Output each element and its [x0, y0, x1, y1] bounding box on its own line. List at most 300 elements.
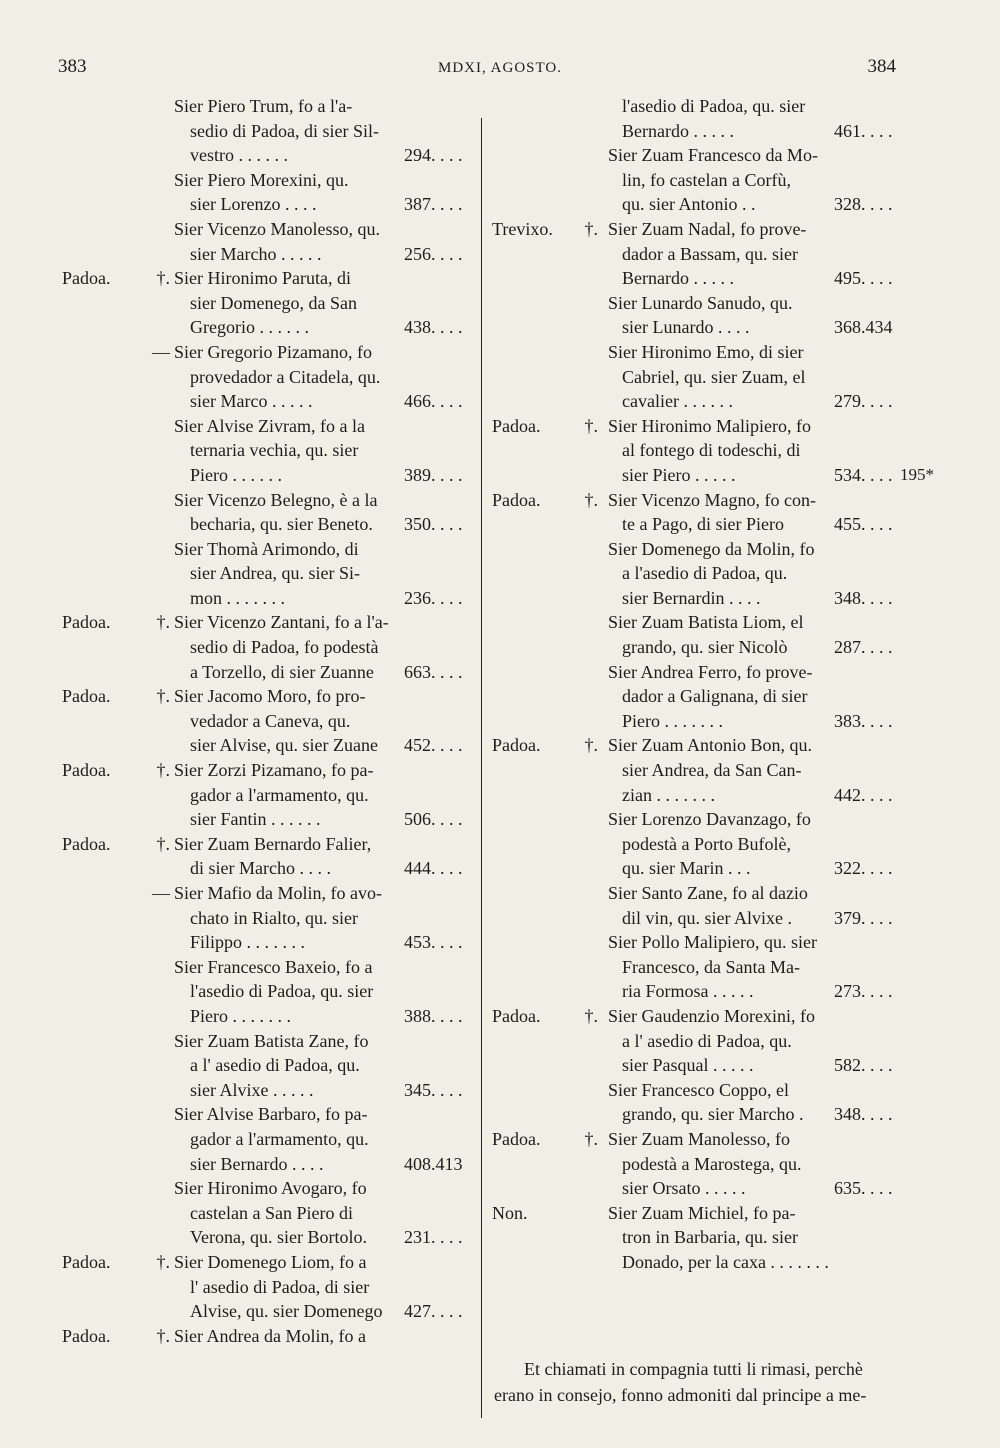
place-label: Padoa. — [492, 489, 541, 510]
entry-text: Alvise, qu. sier Domenego — [190, 1301, 383, 1322]
entry-line — [0, 1127, 481, 1152]
entry-line — [0, 832, 481, 857]
ledger-entry — [0, 340, 481, 414]
entry-line — [0, 512, 481, 537]
entry-line — [0, 1299, 481, 1324]
vote-count: 368.434 — [834, 317, 893, 338]
entry-text: qu. sier Antonio . . — [622, 194, 756, 215]
entry-text: sier Marcho . . . . . — [190, 243, 322, 264]
vote-count: 388. . . . — [404, 1005, 463, 1026]
ledger-entry — [486, 1078, 1000, 1127]
vote-count: 345. . . . — [404, 1079, 463, 1100]
entry-text: sier Alvixe . . . . . — [190, 1079, 314, 1100]
vote-count: 287. . . . — [834, 637, 893, 658]
entry-line — [0, 1004, 481, 1029]
entry-line — [486, 119, 1000, 144]
entry-line — [0, 463, 481, 488]
entry-text: Sier Piero Trum, fo a l'a- — [174, 96, 353, 116]
entry-text: Sier Pollo Malipiero, qu. sier — [608, 932, 817, 953]
entry-mark: †. — [584, 1005, 598, 1026]
entry-text: Sier Gaudenzio Morexini, fo — [608, 1005, 815, 1026]
entry-line — [486, 1078, 1000, 1103]
entry-mark: †. — [156, 760, 170, 781]
entry-text: podestà a Porto Bufolè, — [622, 833, 791, 854]
vote-count: 273. . . . — [834, 981, 893, 1002]
vote-count: 387. . . . — [404, 194, 463, 215]
right-column — [486, 94, 1000, 1275]
entry-text: Sier Zuam Antonio Bon, qu. — [608, 735, 812, 756]
place-label: Padoa. — [492, 415, 541, 436]
ledger-entry — [0, 881, 481, 955]
margin-note: 195* — [900, 464, 934, 484]
entry-text: Sier Thomà Arimondo, di — [174, 538, 359, 559]
entry-mark: †. — [156, 268, 170, 289]
entry-mark: — — [152, 341, 170, 362]
entry-line — [486, 1029, 1000, 1054]
vote-count: 256. . . . — [404, 243, 463, 264]
entry-text: grando, qu. sier Marcho . — [622, 1104, 804, 1125]
vote-count: 452. . . . — [404, 735, 463, 756]
entry-line — [486, 660, 1000, 685]
ledger-entry — [486, 1127, 1000, 1201]
entry-text: sedio di Padoa, fo podestà — [190, 637, 379, 658]
entry-line — [0, 1102, 481, 1127]
entry-text: Sier Jacomo Moro, fo pro- — [174, 686, 366, 707]
place-label: Padoa. — [62, 268, 111, 289]
entry-text: Sier Vicenzo Manolesso, qu. — [174, 218, 381, 239]
entry-line — [486, 463, 1000, 488]
entry-text: gador a l'armamento, qu. — [190, 784, 369, 805]
entry-line — [0, 635, 481, 660]
entry-text: cavalier . . . . . . — [622, 391, 733, 412]
entry-mark: †. — [156, 1251, 170, 1272]
entry-text: sier Lorenzo . . . . — [190, 194, 317, 215]
vote-count: 534. . . . — [834, 464, 893, 485]
entry-text: a l' asedio di Padoa, qu. — [190, 1055, 360, 1076]
vote-count: 389. . . . — [404, 464, 463, 485]
entry-line — [486, 389, 1000, 414]
ledger-entry — [486, 610, 1000, 659]
vote-count: 466. . . . — [404, 391, 463, 412]
ledger-entry — [0, 1324, 481, 1349]
entry-text: Sier Hironimo Malipiero, fo — [608, 415, 811, 436]
entry-text: Verona, qu. sier Bortolo. — [190, 1227, 367, 1248]
place-label: Padoa. — [62, 1325, 111, 1346]
entry-line — [486, 586, 1000, 611]
entry-line — [0, 955, 481, 980]
ledger-entry — [0, 684, 481, 758]
entry-text: sier Andrea, da San Can- — [622, 760, 802, 781]
ledger-entry — [486, 660, 1000, 734]
entry-line — [0, 488, 481, 513]
entry-mark: †. — [584, 218, 598, 239]
ledger-entry — [486, 143, 1000, 217]
entry-text: dador a Galignana, di sier — [622, 686, 808, 707]
vote-count: 455. . . . — [834, 514, 893, 535]
entry-text: Sier Domenego Liom, fo a — [174, 1251, 367, 1272]
entry-line — [0, 586, 481, 611]
vote-count: 328. . . . — [834, 194, 893, 215]
entry-line — [0, 438, 481, 463]
entry-line — [0, 758, 481, 783]
vote-count: 506. . . . — [404, 809, 463, 830]
entry-line — [486, 192, 1000, 217]
entry-text: sier Domenego, da San — [190, 292, 357, 313]
entry-line — [486, 94, 1000, 119]
place-label: Non. — [492, 1202, 528, 1223]
vote-count: 444. . . . — [404, 858, 463, 879]
entry-line — [0, 119, 481, 144]
column-divider — [481, 118, 482, 1418]
entry-text: sedio di Padoa, di sier Sil- — [190, 120, 379, 141]
entry-text: a l' asedio di Padoa, qu. — [622, 1030, 792, 1051]
ledger-entry — [0, 1250, 481, 1324]
entry-text: l'asedio di Padoa, qu. sier — [190, 981, 374, 1002]
entry-line — [486, 266, 1000, 291]
ledger-entry — [0, 610, 481, 684]
ledger-entry — [486, 291, 1000, 340]
entry-line — [486, 537, 1000, 562]
entry-text: Sier Zuam Batista Zane, fo — [174, 1030, 369, 1051]
entry-text: Sier Zuam Bernardo Falier, — [174, 833, 372, 854]
vote-count: 453. . . . — [404, 932, 463, 953]
entry-text: Sier Santo Zane, fo al dazio — [608, 883, 808, 903]
ledger-entry — [486, 881, 1000, 930]
ledger-entry — [0, 488, 481, 537]
entry-text: podestà a Marostega, qu. — [622, 1153, 802, 1174]
entry-text: castelan a San Piero di — [190, 1202, 353, 1223]
entry-text: gador a l'armamento, qu. — [190, 1128, 369, 1149]
entry-line — [0, 1029, 481, 1054]
entry-mark: †. — [156, 833, 170, 854]
vote-count: 582. . . . — [834, 1055, 893, 1076]
entry-line — [0, 1275, 481, 1300]
entry-text: Bernardo . . . . . — [622, 268, 734, 289]
entry-line — [0, 1152, 481, 1177]
entry-line — [0, 709, 481, 734]
entry-line — [486, 783, 1000, 808]
entry-line — [486, 684, 1000, 709]
entry-line — [0, 1078, 481, 1103]
vote-count: 294. . . . — [404, 145, 463, 166]
ledger-entry — [0, 266, 481, 340]
entry-line — [0, 1250, 481, 1275]
vote-count: 408.413 — [404, 1153, 463, 1174]
entry-line — [486, 340, 1000, 365]
entry-text: sier Piero . . . . . — [622, 464, 736, 485]
vote-count: 383. . . . — [834, 710, 893, 731]
entry-text: l' asedio di Padoa, di sier — [190, 1276, 370, 1297]
ledger-entry — [486, 930, 1000, 1004]
entry-text: sier Pasqual . . . . . — [622, 1055, 754, 1076]
entry-line — [486, 512, 1000, 537]
ledger-entry — [486, 1201, 1000, 1275]
place-label: Padoa. — [62, 760, 111, 781]
entry-text: di sier Marcho . . . . — [190, 858, 331, 879]
entry-mark: — — [152, 883, 170, 903]
ledger-entry — [0, 758, 481, 832]
page-number-left: 383 — [58, 56, 87, 77]
entry-line — [486, 1004, 1000, 1029]
entry-text: Sier Alvise Zivram, fo a la — [174, 415, 365, 436]
vote-count: 495. . . . — [834, 268, 893, 289]
entry-text: Piero . . . . . . . — [190, 1005, 291, 1026]
entry-text: Piero . . . . . . — [190, 464, 282, 485]
entry-text: a Torzello, di sier Zuanne — [190, 661, 374, 682]
ledger-entry — [0, 168, 481, 217]
entry-text: Sier Gregorio Pizamano, fo — [174, 341, 372, 362]
closing-line: erano in consejo, fonno admoniti dal principe a me- — [494, 1385, 867, 1405]
entry-text: sier Andrea, qu. sier Si- — [190, 563, 360, 584]
place-label: Padoa. — [62, 1251, 111, 1272]
entry-line — [486, 1053, 1000, 1078]
entry-text: Francesco, da Santa Ma- — [622, 956, 800, 977]
entry-line — [486, 856, 1000, 881]
vote-count: 348. . . . — [834, 587, 893, 608]
entry-text: sier Alvise, qu. sier Zuane — [190, 735, 378, 756]
place-label: Padoa. — [62, 686, 111, 707]
vote-count: 438. . . . — [404, 317, 463, 338]
entry-line — [486, 930, 1000, 955]
entry-line — [486, 979, 1000, 1004]
entry-line — [0, 733, 481, 758]
closing-line: Et chiamati in compagnia tutti li rimasi, perchè — [524, 1359, 863, 1379]
ledger-entry — [0, 832, 481, 881]
entry-text: vedador a Caneva, qu. — [190, 710, 351, 731]
place-label: Padoa. — [62, 612, 111, 633]
entry-line — [486, 1250, 1000, 1275]
entry-line — [486, 365, 1000, 390]
page-number-right: 384 — [867, 56, 896, 77]
entry-text: Sier Francesco Baxeio, fo a — [174, 956, 373, 977]
ledger-entry — [486, 94, 1000, 143]
place-label: Trevixo. — [492, 218, 553, 239]
place-label: Padoa. — [492, 1005, 541, 1026]
entry-line — [486, 758, 1000, 783]
entry-text: vestro . . . . . . — [190, 145, 288, 166]
ledger-entry — [486, 488, 1000, 537]
entry-line — [486, 438, 1000, 463]
entry-line — [486, 488, 1000, 513]
entry-line — [0, 291, 481, 316]
entry-line — [0, 881, 481, 906]
entry-line — [0, 561, 481, 586]
entry-text: Sier Lunardo Sanudo, qu. — [608, 292, 793, 313]
entry-line — [486, 1127, 1000, 1152]
entry-line — [0, 1176, 481, 1201]
entry-line — [0, 930, 481, 955]
entry-text: Sier Hironimo Avogaro, fo — [174, 1178, 367, 1199]
entry-text: l'asedio di Padoa, qu. sier — [622, 96, 806, 116]
entry-text: Sier Vicenzo Belegno, è a la — [174, 489, 378, 510]
entry-line — [486, 1201, 1000, 1226]
entry-line — [486, 414, 1000, 439]
entry-line — [0, 807, 481, 832]
vote-count: 461. . . . — [834, 120, 893, 141]
entry-line — [0, 340, 481, 365]
entry-line — [0, 266, 481, 291]
entry-line — [486, 291, 1000, 316]
entry-text: Sier Mafio da Molin, fo avo- — [174, 883, 382, 903]
entry-text: dil vin, qu. sier Alvixe . — [622, 907, 792, 928]
entry-line — [486, 881, 1000, 906]
entry-mark: †. — [156, 1325, 170, 1346]
entry-text: Sier Vicenzo Magno, fo con- — [608, 489, 817, 510]
entry-text: sier Marco . . . . . — [190, 391, 313, 412]
entry-text: Sier Andrea da Molin, fo a — [174, 1325, 366, 1346]
place-label: Padoa. — [62, 833, 111, 854]
entry-mark: †. — [584, 735, 598, 756]
entry-line — [0, 783, 481, 808]
entry-mark: †. — [156, 686, 170, 707]
entry-line — [486, 1225, 1000, 1250]
entry-text: sier Bernardin . . . . — [622, 587, 761, 608]
vote-count: 279. . . . — [834, 391, 893, 412]
left-column — [0, 94, 481, 1348]
entry-text: provedador a Citadela, qu. — [190, 366, 381, 387]
entry-mark: †. — [156, 612, 170, 633]
entry-text: Sier Zuam Nadal, fo prove- — [608, 218, 807, 239]
entry-line — [0, 684, 481, 709]
entry-text: te a Pago, di sier Piero — [622, 514, 784, 535]
entry-text: Sier Zuam Michiel, fo pa- — [608, 1202, 796, 1223]
entry-text: Sier Zorzi Pizamano, fo pa- — [174, 760, 374, 781]
entry-mark: †. — [584, 489, 598, 510]
entry-text: Sier Andrea Ferro, fo prove- — [608, 661, 813, 682]
entry-line — [0, 1201, 481, 1226]
entry-line — [0, 389, 481, 414]
entry-text: Sier Alvise Barbaro, fo pa- — [174, 1104, 368, 1125]
entry-line — [486, 561, 1000, 586]
entry-text: al fontego di todeschi, di — [622, 440, 801, 461]
vote-count: 348. . . . — [834, 1104, 893, 1125]
entry-line — [0, 94, 481, 119]
entry-text: Piero . . . . . . . — [622, 710, 723, 731]
entry-line — [0, 979, 481, 1004]
entry-text: becharia, qu. sier Beneto. — [190, 514, 373, 535]
entry-text: Sier Zuam Batista Liom, el — [608, 612, 804, 633]
vote-count: 663. . . . — [404, 661, 463, 682]
closing-paragraph — [494, 1356, 894, 1408]
vote-count: 379. . . . — [834, 907, 893, 928]
entry-line — [0, 414, 481, 439]
entry-line — [486, 143, 1000, 168]
entry-text: a l'asedio di Padoa, qu. — [622, 563, 788, 584]
entry-text: Cabriel, qu. sier Zuam, el — [622, 366, 806, 387]
entry-text: zian . . . . . . . — [622, 784, 715, 805]
entry-line — [486, 955, 1000, 980]
entry-mark: †. — [584, 415, 598, 436]
entry-text: qu. sier Marin . . . — [622, 858, 751, 879]
entry-line — [486, 168, 1000, 193]
entry-text: grando, qu. sier Nicolò — [622, 637, 788, 658]
entry-line — [0, 1053, 481, 1078]
ledger-entry — [0, 94, 481, 168]
ledger-entry — [0, 414, 481, 488]
place-label: Padoa. — [492, 735, 541, 756]
entry-text: Donado, per la caxa . . . . . . . — [622, 1251, 829, 1272]
ledger-entry — [0, 1102, 481, 1176]
entry-line — [0, 610, 481, 635]
ledger-entry — [486, 807, 1000, 881]
entry-text: Sier Hironimo Paruta, di — [174, 268, 351, 289]
entry-line — [486, 709, 1000, 734]
entry-line — [486, 807, 1000, 832]
entry-line — [0, 537, 481, 562]
ledger-entry — [486, 217, 1000, 291]
entry-line — [486, 832, 1000, 857]
entry-line — [0, 242, 481, 267]
vote-count: 231. . . . — [404, 1227, 463, 1248]
entry-line — [0, 906, 481, 931]
entry-text: Sier Hironimo Emo, di sier — [608, 341, 804, 362]
entry-text: dador a Bassam, qu. sier — [622, 243, 798, 264]
vote-count: 442. . . . — [834, 784, 893, 805]
entry-line — [486, 1152, 1000, 1177]
ledger-entry — [486, 414, 1000, 488]
entry-line — [0, 365, 481, 390]
entry-text: Filippo . . . . . . . — [190, 932, 306, 953]
entry-line — [486, 733, 1000, 758]
entry-text: sier Fantin . . . . . . — [190, 809, 321, 830]
entry-line — [486, 315, 1000, 340]
entry-line — [486, 610, 1000, 635]
entry-line — [0, 315, 481, 340]
entry-line — [0, 1225, 481, 1250]
entry-line — [486, 906, 1000, 931]
vote-count: 635. . . . — [834, 1178, 893, 1199]
entry-text: Sier Zuam Francesco da Mo- — [608, 145, 818, 166]
entry-text: sier Bernardo . . . . — [190, 1153, 324, 1174]
entry-text: ternaria vechia, qu. sier — [190, 440, 359, 461]
running-header: MDXI, AGOSTO. — [438, 60, 562, 76]
entry-text: sier Orsato . . . . . — [622, 1178, 746, 1199]
ledger-entry — [0, 1176, 481, 1250]
vote-count: 322. . . . — [834, 858, 893, 879]
entry-text: ria Formosa . . . . . — [622, 981, 754, 1002]
ledger-entry — [0, 955, 481, 1029]
ledger-entry — [0, 217, 481, 266]
entry-text: Gregorio . . . . . . — [190, 317, 309, 338]
entry-line — [486, 242, 1000, 267]
ledger-entry — [486, 340, 1000, 414]
entry-text: chato in Rialto, qu. sier — [190, 907, 358, 928]
ledger-entry — [486, 537, 1000, 611]
entry-text: sier Lunardo . . . . — [622, 317, 750, 338]
ledger-entry — [0, 537, 481, 611]
vote-count: 350. . . . — [404, 514, 463, 535]
entry-line — [486, 1102, 1000, 1127]
entry-mark: †. — [584, 1128, 598, 1149]
ledger-entry — [486, 1004, 1000, 1078]
ledger-entry — [0, 1029, 481, 1103]
entry-line — [486, 635, 1000, 660]
entry-text: Sier Vicenzo Zantani, fo a l'a- — [174, 612, 389, 633]
entry-line — [0, 856, 481, 881]
place-label: Padoa. — [492, 1128, 541, 1149]
entry-text: Sier Lorenzo Davanzago, fo — [608, 809, 811, 830]
vote-count: 236. . . . — [404, 587, 463, 608]
entry-text: Sier Francesco Coppo, el — [608, 1079, 789, 1100]
vote-count: 427. . . . — [404, 1301, 463, 1322]
ledger-entry — [486, 733, 1000, 807]
entry-line — [486, 1176, 1000, 1201]
entry-text: tron in Barbaria, qu. sier — [622, 1227, 798, 1248]
entry-line — [0, 660, 481, 685]
entry-line — [486, 217, 1000, 242]
entry-text: Bernardo . . . . . — [622, 120, 734, 141]
entry-line — [0, 217, 481, 242]
